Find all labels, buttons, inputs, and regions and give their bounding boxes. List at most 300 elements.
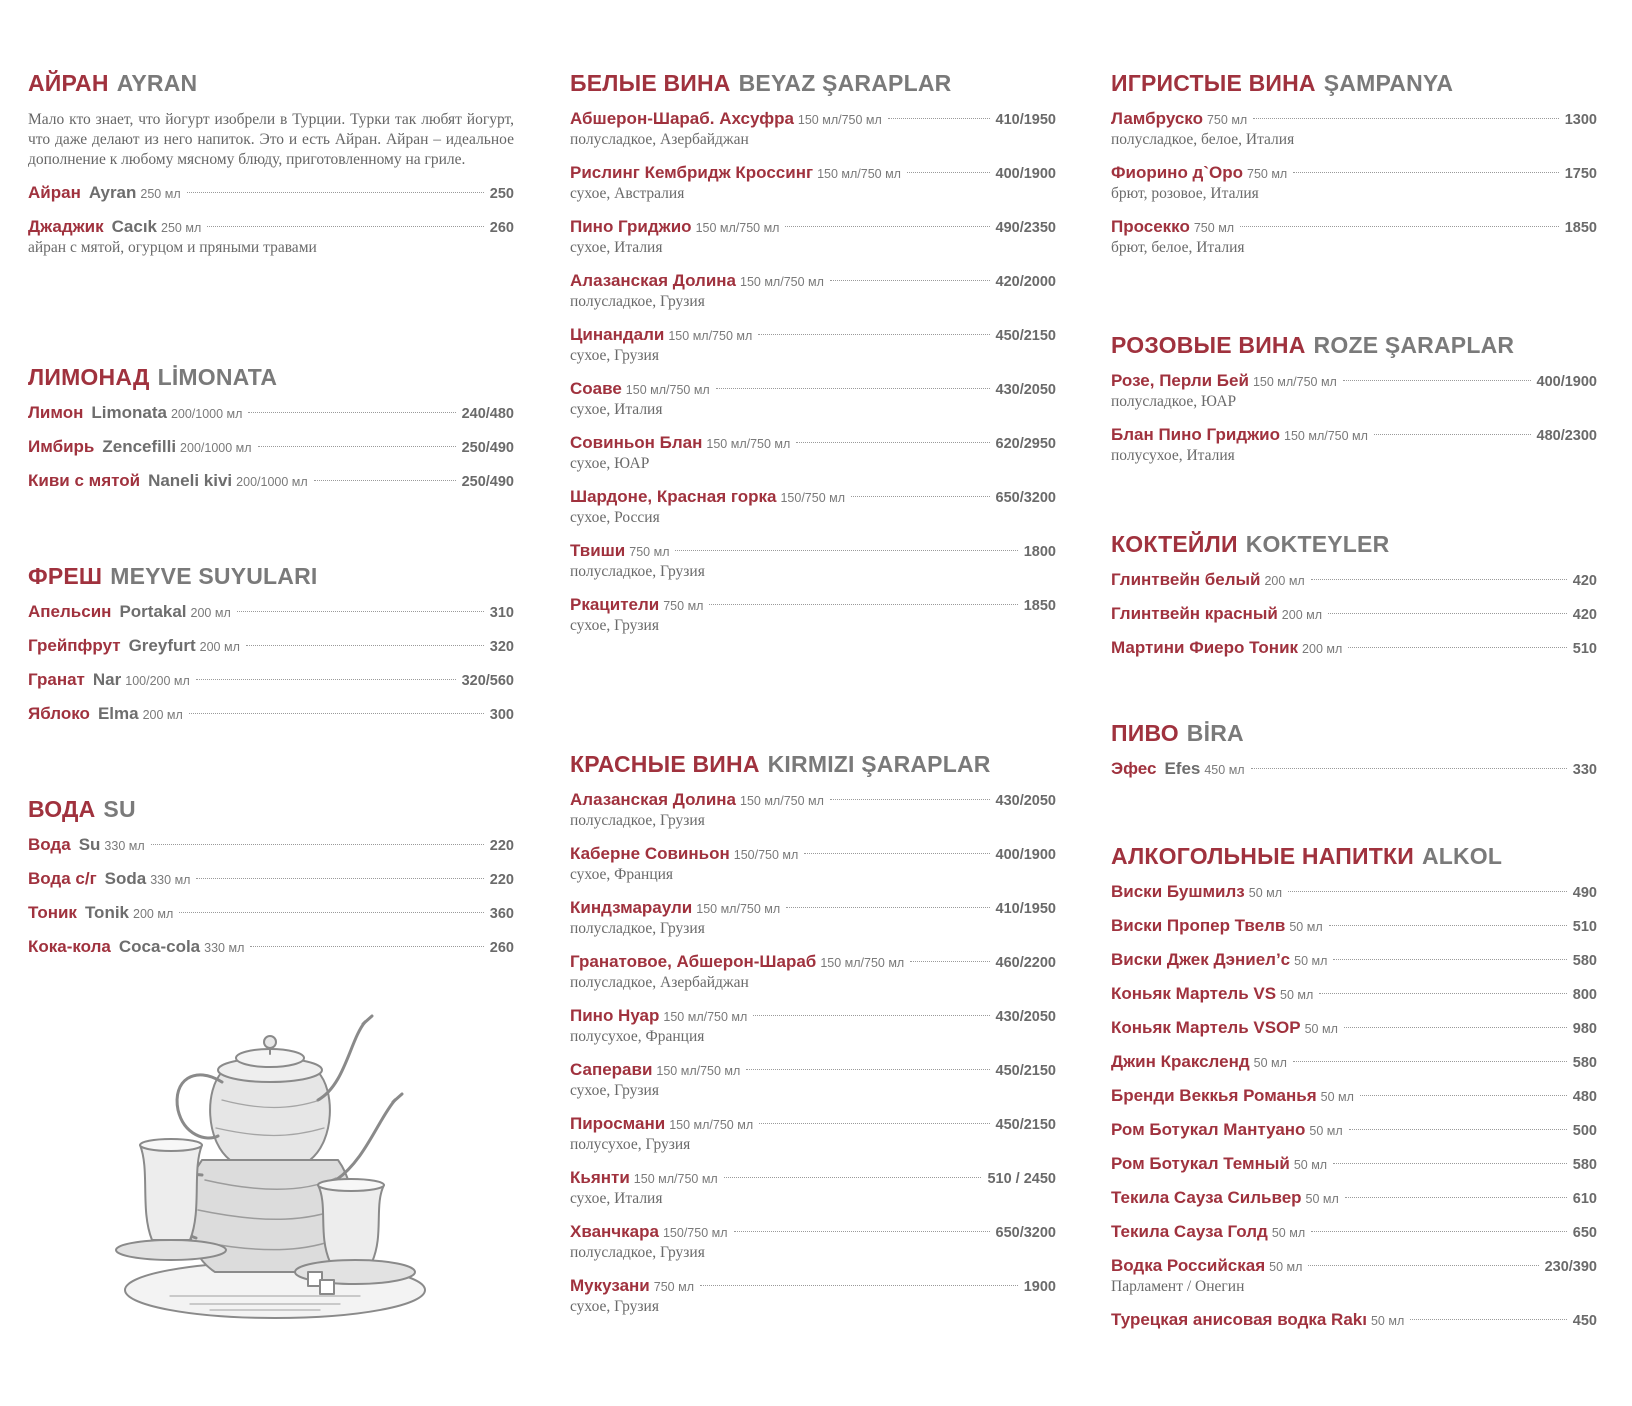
- item-price: 1800: [1023, 544, 1056, 560]
- item-name-ru: Розе, Перли Бей: [1111, 371, 1249, 390]
- item-volume: 330 мл: [104, 839, 145, 853]
- item-volume: 150 мл/750 мл: [625, 383, 710, 397]
- item-name-tr: Ayran: [88, 183, 137, 202]
- dotted-leader: [753, 1015, 989, 1016]
- menu-item: [570, 216, 1056, 258]
- dotted-leader: [758, 334, 989, 335]
- item-price: 260: [489, 220, 514, 236]
- item-name-ru: Вода с/г: [28, 869, 97, 888]
- section-title-tr: MEYVE SUYULARI: [110, 563, 318, 589]
- item-price: 1300: [1564, 112, 1597, 128]
- menu-item: [570, 432, 1056, 474]
- item-price: 250/490: [461, 474, 514, 490]
- menu-item-row: [28, 601, 514, 623]
- item-volume: 50 мл: [1289, 920, 1323, 934]
- menu-item: [1111, 1119, 1597, 1141]
- item-price: 1850: [1023, 598, 1056, 614]
- dotted-leader: [1293, 1061, 1567, 1062]
- dotted-leader: [1333, 959, 1566, 960]
- item-name-ru: Водка Российская: [1111, 1256, 1266, 1275]
- item-description: полусладкое, Азербайджан: [570, 131, 749, 148]
- menu-item: [570, 1113, 1056, 1155]
- item-description: полусладкое, ЮАР: [1111, 393, 1237, 410]
- item-volume: 50 мл: [1280, 988, 1314, 1002]
- dotted-leader: [1240, 226, 1559, 227]
- item-volume: 50 мл: [1309, 1124, 1343, 1138]
- item-volume: 750 мл: [629, 545, 670, 559]
- item-volume: 150 мл/750 мл: [663, 1010, 748, 1024]
- item-volume: 750 мл: [653, 1280, 694, 1294]
- item-description: сухое, ЮАР: [570, 455, 650, 472]
- menu-item: [1111, 1153, 1597, 1175]
- menu-item-row: [1111, 1119, 1597, 1141]
- section-title-ru: ЛИМОНАД: [28, 364, 150, 390]
- section-title-ru: ПИВО: [1111, 720, 1179, 746]
- menu-item: [570, 951, 1056, 993]
- section-title: [1111, 68, 1597, 98]
- section-title-ru: РОЗОВЫЕ ВИНА: [1111, 332, 1306, 358]
- dotted-leader: [851, 496, 990, 497]
- item-name-ru: Кока-кола: [28, 937, 111, 956]
- item-price: 800: [1572, 987, 1597, 1003]
- item-volume: 50 мл: [1320, 1090, 1354, 1104]
- item-description: сухое, Италия: [570, 401, 663, 418]
- item-description: сухое, Франция: [570, 866, 674, 883]
- item-name-ru: Турецкая анисовая водка Rakı: [1111, 1310, 1367, 1329]
- menu-item-row: [1111, 1221, 1597, 1243]
- section-fresh: [28, 561, 514, 737]
- item-description: сухое, Италия: [570, 1190, 663, 1207]
- menu-item-row: [1111, 108, 1597, 130]
- section-rose-wine: [1111, 330, 1597, 478]
- menu-item-row: [1111, 1255, 1597, 1277]
- item-price: 490: [1572, 885, 1597, 901]
- menu-item-row: [1111, 424, 1597, 446]
- item-volume: 250 мл: [161, 221, 202, 235]
- menu-item: [570, 486, 1056, 528]
- menu-item-list: [28, 601, 514, 725]
- menu-item: [570, 789, 1056, 831]
- section-title: [28, 362, 514, 392]
- dotted-leader: [746, 1069, 989, 1070]
- menu-item: [1111, 216, 1597, 258]
- dotted-leader: [1360, 1095, 1567, 1096]
- item-name-ru: Виски Джек Дэниел’с: [1111, 950, 1291, 969]
- item-name-ru: Текила Сауза Сильвер: [1111, 1188, 1302, 1207]
- menu-item: [1111, 108, 1597, 150]
- item-price: 250: [489, 186, 514, 202]
- item-volume: 200 мл: [1264, 574, 1305, 588]
- item-name-ru: Джаджик: [28, 217, 104, 236]
- menu-item: [1111, 603, 1597, 625]
- menu-item-row: [1111, 1085, 1597, 1107]
- dotted-leader: [910, 961, 989, 962]
- item-price: 220: [489, 838, 514, 854]
- menu-item-list: [570, 789, 1056, 1317]
- menu-item: [28, 182, 514, 204]
- menu-item: [28, 902, 514, 924]
- menu-item: [570, 594, 1056, 636]
- item-description: полусладкое, Грузия: [570, 920, 705, 937]
- menu-item-row: [570, 486, 1056, 508]
- item-name-ru: Киви с мятой: [28, 471, 141, 490]
- item-description: брют, розовое, Италия: [1111, 185, 1259, 202]
- menu-item-row: [570, 1275, 1056, 1297]
- item-volume: 150 мл/750 мл: [668, 329, 753, 343]
- menu-item: [570, 378, 1056, 420]
- item-description: сухое, Грузия: [570, 617, 659, 634]
- section-title-ru: АЙРАН: [28, 70, 109, 96]
- item-volume: 50 мл: [1248, 886, 1283, 900]
- item-price: 1850: [1564, 220, 1597, 236]
- item-volume: 200 мл: [1281, 608, 1323, 622]
- menu-item-row: [1111, 1309, 1597, 1331]
- menu-item-row: [28, 182, 514, 204]
- item-name-tr: Efes: [1164, 759, 1201, 778]
- section-ayran: [28, 68, 514, 270]
- menu-item-row: [570, 540, 1056, 562]
- menu-item-row: [28, 216, 514, 238]
- item-price: 650: [1572, 1225, 1597, 1241]
- item-name-ru: Мукузани: [570, 1276, 650, 1295]
- menu-item-row: [1111, 949, 1597, 971]
- section-beer: [1111, 718, 1597, 792]
- item-price: 620/2950: [995, 436, 1056, 452]
- section-voda: [28, 794, 514, 970]
- item-description: полусладкое, Грузия: [570, 812, 705, 829]
- menu-item-list: [1111, 569, 1597, 659]
- item-volume: 150/750 мл: [662, 1226, 728, 1240]
- item-name-tr: Naneli kivi: [148, 471, 233, 490]
- item-description: сухое, Италия: [570, 239, 663, 256]
- item-price: 580: [1572, 1157, 1597, 1173]
- dotted-leader: [196, 679, 456, 680]
- menu-item: [28, 936, 514, 958]
- item-name-ru: Гранат: [28, 670, 85, 689]
- item-volume: 150 мл/750 мл: [1252, 375, 1337, 389]
- item-price: 450: [1572, 1313, 1597, 1329]
- item-volume: 450 мл: [1204, 763, 1245, 777]
- item-price: 420/2000: [995, 274, 1056, 290]
- dotted-leader: [1349, 1129, 1567, 1130]
- menu-item-row: [570, 1167, 1056, 1189]
- item-volume: 200 мл: [1302, 642, 1343, 656]
- item-price: 330: [1572, 762, 1597, 778]
- dotted-leader: [1328, 613, 1567, 614]
- section-title-tr: ROZE ŞARAPLAR: [1313, 332, 1515, 358]
- menu-item-row: [570, 162, 1056, 184]
- item-volume: 150 мл/750 мл: [656, 1064, 741, 1078]
- item-volume: 330 мл: [150, 873, 191, 887]
- item-price: 1900: [1023, 1279, 1056, 1295]
- item-description: сухое, Австралия: [570, 185, 685, 202]
- item-name-ru: Твиши: [570, 541, 626, 560]
- item-volume: 750 мл: [1206, 113, 1248, 127]
- item-description: сухое, Грузия: [570, 1082, 659, 1099]
- item-name-ru: Ркацители: [570, 595, 660, 614]
- item-volume: 200 мл: [133, 907, 174, 921]
- item-name-ru: Ламбруско: [1111, 109, 1203, 128]
- dotted-leader: [250, 946, 483, 947]
- item-volume: 150 мл/750 мл: [706, 437, 791, 451]
- item-description: полусладкое, Грузия: [570, 563, 705, 580]
- menu-item: [1111, 1187, 1597, 1209]
- dotted-leader: [207, 226, 484, 227]
- item-volume: 330 мл: [204, 941, 245, 955]
- item-volume: 150 мл/750 мл: [633, 1172, 718, 1186]
- item-volume: 750 мл: [1193, 221, 1235, 235]
- item-price: 410/1950: [995, 901, 1056, 917]
- item-volume: 200 мл: [190, 606, 231, 620]
- menu-item-row: [570, 843, 1056, 865]
- item-volume: 250 мл: [140, 187, 181, 201]
- item-price: 580: [1572, 1055, 1597, 1071]
- dotted-leader: [1333, 1163, 1567, 1164]
- menu-item-row: [1111, 983, 1597, 1005]
- item-name-ru: Хванчкара: [570, 1222, 659, 1241]
- item-name-ru: Цинандали: [570, 325, 665, 344]
- menu-item-list: [28, 182, 514, 258]
- menu-item: [1111, 881, 1597, 903]
- item-price: 430/2050: [995, 1009, 1056, 1025]
- dotted-leader: [786, 907, 989, 908]
- dotted-leader: [1329, 925, 1567, 926]
- menu-item-row: [570, 432, 1056, 454]
- item-name-ru: Мартини Фиеро Тоник: [1111, 638, 1299, 657]
- menu-item-row: [28, 470, 514, 492]
- menu-item-row: [1111, 162, 1597, 184]
- menu-item: [1111, 162, 1597, 204]
- item-volume: 50 мл: [1294, 954, 1328, 968]
- dotted-leader: [759, 1123, 989, 1124]
- menu-item: [28, 470, 514, 492]
- menu-item-list: [570, 108, 1056, 636]
- menu-item: [570, 540, 1056, 582]
- menu-item-list: [1111, 881, 1597, 1331]
- dotted-leader: [785, 226, 989, 227]
- dotted-leader: [1253, 118, 1559, 119]
- section-title-ru: КОКТЕЙЛИ: [1111, 531, 1238, 557]
- item-price: 510 / 2450: [987, 1171, 1056, 1187]
- item-price: 430/2050: [995, 382, 1056, 398]
- item-volume: 200/1000 мл: [180, 441, 252, 455]
- dotted-leader: [1374, 434, 1531, 435]
- section-intro: Мало кто знает, что йогурт изобрели в Турции. Турки так любят йогурт, что даже делают из него напиток. Это и есть Айран. Айран – идеальное дополнение к любому мясному блюду, приготовленному на гриле.: [28, 111, 514, 168]
- item-price: 320/560: [461, 673, 514, 689]
- item-description: сухое, Грузия: [570, 1298, 659, 1315]
- item-name-ru: Пиросмани: [570, 1114, 666, 1133]
- section-title-tr: LİMONATA: [157, 364, 278, 390]
- item-price: 240/480: [461, 406, 514, 422]
- dotted-leader: [709, 604, 1017, 605]
- item-price: 610: [1572, 1191, 1597, 1207]
- menu-item-row: [28, 635, 514, 657]
- dotted-leader: [830, 280, 990, 281]
- item-price: 420: [1572, 573, 1597, 589]
- item-name-tr: Coca-cola: [118, 937, 201, 956]
- menu-item: [570, 324, 1056, 366]
- item-volume: 150/750 мл: [733, 848, 799, 862]
- item-name-ru: Вода: [28, 835, 71, 854]
- item-name-ru: Тоник: [28, 903, 77, 922]
- section-white-wine: [570, 68, 1056, 648]
- dotted-leader: [1293, 172, 1559, 173]
- menu-item: [1111, 1221, 1597, 1243]
- dotted-leader: [804, 853, 989, 854]
- item-name-ru: Алазанская Долина: [570, 790, 736, 809]
- menu-item: [28, 669, 514, 691]
- item-price: 510: [1572, 919, 1597, 935]
- menu-item-row: [1111, 1187, 1597, 1209]
- item-name-ru: Апельсин: [28, 602, 112, 621]
- dotted-leader: [1251, 768, 1567, 769]
- section-title-tr: AYRAN: [116, 70, 198, 96]
- menu-item: [1111, 1051, 1597, 1073]
- menu-item: [1111, 1255, 1597, 1297]
- item-description: полусухое, Италия: [1111, 447, 1235, 464]
- item-description: брют, белое, Италия: [1111, 239, 1245, 256]
- section-title-ru: ФРЕШ: [28, 563, 103, 589]
- item-name-ru: Лимон: [28, 403, 84, 422]
- dotted-leader: [716, 388, 990, 389]
- menu-item: [28, 834, 514, 856]
- section-title-tr: BEYAZ ŞARAPLAR: [738, 70, 952, 96]
- section-title-tr: BİRA: [1186, 720, 1244, 746]
- menu-item: [1111, 637, 1597, 659]
- item-price: 420: [1572, 607, 1597, 623]
- item-name-ru: Глинтвейн белый: [1111, 570, 1261, 589]
- menu-item: [28, 868, 514, 890]
- item-price: 400/1900: [995, 847, 1056, 863]
- item-name-ru: Эфес: [1111, 759, 1157, 778]
- item-name-ru: Коньяк Мартель VSOP: [1111, 1018, 1301, 1037]
- item-price: 650/3200: [995, 490, 1056, 506]
- dotted-leader: [196, 878, 483, 879]
- item-volume: 150 мл/750 мл: [740, 275, 824, 289]
- item-name-ru: Гранатовое, Абшерон-Шараб: [570, 952, 817, 971]
- section-title-ru: КРАСНЫЕ ВИНА: [570, 751, 760, 777]
- section-title: [28, 561, 514, 591]
- dotted-leader: [258, 446, 456, 447]
- dotted-leader: [187, 192, 484, 193]
- item-name-tr: Nar: [92, 670, 122, 689]
- menu-item: [28, 601, 514, 623]
- item-name-ru: Пино Гриджио: [570, 217, 692, 236]
- dotted-leader: [1311, 579, 1567, 580]
- section-title: [1111, 529, 1597, 559]
- item-price: 1750: [1564, 166, 1597, 182]
- item-price: 230/390: [1544, 1259, 1597, 1275]
- item-name-ru: Глинтвейн красный: [1111, 604, 1278, 623]
- item-name-tr: Portakal: [119, 602, 187, 621]
- item-volume: 150/750 мл: [780, 491, 846, 505]
- section-title: [570, 68, 1056, 98]
- section-title-ru: ВОДА: [28, 796, 96, 822]
- item-price: 980: [1572, 1021, 1597, 1037]
- item-name-ru: Киндзмараули: [570, 898, 693, 917]
- item-price: 510: [1572, 641, 1597, 657]
- item-price: 310: [489, 605, 514, 621]
- menu-item-list: [1111, 108, 1597, 258]
- menu-item-list: [28, 402, 514, 492]
- item-volume: 200/1000 мл: [170, 407, 243, 421]
- item-price: 650/3200: [995, 1225, 1056, 1241]
- dotted-leader: [907, 172, 990, 173]
- item-price: 400/1900: [1536, 374, 1597, 390]
- item-description: полусладкое, Азербайджан: [570, 974, 749, 991]
- item-volume: 200 мл: [142, 708, 183, 722]
- menu-item-row: [28, 902, 514, 924]
- section-title-ru: ИГРИСТЫЕ ВИНА: [1111, 70, 1316, 96]
- item-name-ru: Коньяк Мартель VS: [1111, 984, 1277, 1003]
- item-volume: 50 мл: [1370, 1314, 1405, 1328]
- menu-item: [1111, 424, 1597, 466]
- dotted-leader: [314, 480, 456, 481]
- section-limonad: [28, 362, 514, 504]
- item-volume: 150 мл/750 мл: [696, 902, 781, 916]
- item-volume: 150 мл/750 мл: [820, 956, 905, 970]
- item-name-ru: Имбирь: [28, 437, 95, 456]
- dotted-leader: [830, 799, 990, 800]
- dotted-leader: [1345, 1197, 1567, 1198]
- dotted-leader: [1308, 1265, 1538, 1266]
- dotted-leader: [1311, 1231, 1567, 1232]
- menu-item-row: [1111, 915, 1597, 937]
- menu-item: [1111, 370, 1597, 412]
- menu-item: [28, 703, 514, 725]
- item-name-ru: Ром Ботукал Темный: [1111, 1154, 1290, 1173]
- item-name-tr: Su: [78, 835, 101, 854]
- dotted-leader: [724, 1177, 982, 1178]
- dotted-leader: [237, 611, 484, 612]
- menu-item-row: [570, 1005, 1056, 1027]
- menu-item-list: [1111, 758, 1597, 780]
- item-description: полусладкое, Грузия: [570, 293, 705, 310]
- item-name-ru: Фиорино д`Оро: [1111, 163, 1243, 182]
- item-name-ru: Кьянти: [570, 1168, 630, 1187]
- menu-item-row: [1111, 1051, 1597, 1073]
- item-price: 450/2150: [995, 1117, 1056, 1133]
- menu-item-row: [570, 897, 1056, 919]
- dotted-leader: [248, 412, 455, 413]
- dotted-leader: [246, 645, 484, 646]
- item-volume: 50 мл: [1304, 1022, 1338, 1036]
- item-description: полусухое, Грузия: [570, 1136, 691, 1153]
- menu-item: [1111, 1017, 1597, 1039]
- menu-item: [28, 635, 514, 657]
- item-volume: 150 мл/750 мл: [1284, 429, 1368, 443]
- menu-item: [1111, 758, 1597, 780]
- section-title-tr: KOKTEYLER: [1245, 531, 1390, 557]
- item-description: айран с мятой, огурцом и пряными травами: [28, 239, 317, 256]
- item-volume: 50 мл: [1253, 1056, 1287, 1070]
- section-title: [1111, 718, 1597, 748]
- item-price: 480/2300: [1536, 428, 1597, 444]
- item-price: 410/1950: [995, 112, 1056, 128]
- menu-item-list: [28, 834, 514, 958]
- item-name-ru: Ром Ботукал Мантуано: [1111, 1120, 1306, 1139]
- menu-item-row: [570, 951, 1056, 973]
- item-volume: 750 мл: [663, 599, 704, 613]
- item-name-ru: Блан Пино Гриджио: [1111, 425, 1281, 444]
- item-name-ru: Виски Пропер Твелв: [1111, 916, 1286, 935]
- menu-item: [570, 108, 1056, 150]
- menu-item-row: [570, 270, 1056, 292]
- item-name-ru: Джин Краксленд: [1111, 1052, 1250, 1071]
- section-cocktails: [1111, 529, 1597, 671]
- item-price: 430/2050: [995, 793, 1056, 809]
- item-volume: 150 мл/750 мл: [817, 167, 901, 181]
